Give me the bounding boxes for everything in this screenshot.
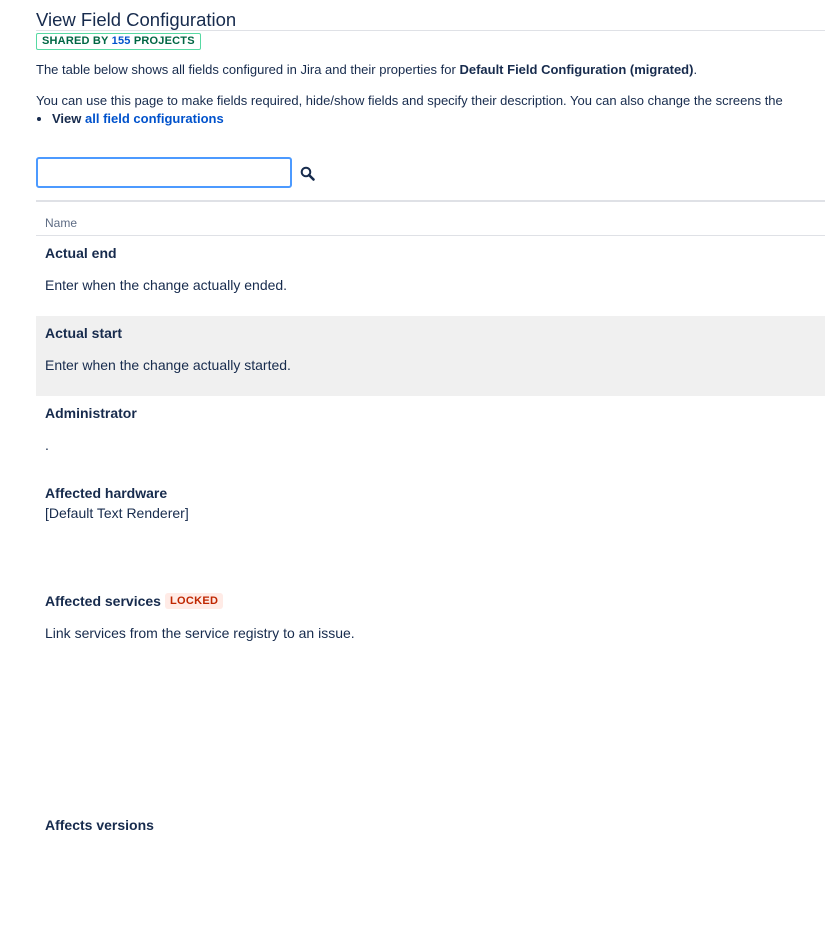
intro-after: .	[693, 62, 698, 77]
links-list	[36, 111, 224, 126]
field-name: Affected services	[45, 593, 161, 609]
table-row	[36, 584, 825, 808]
table-row	[36, 316, 825, 396]
field-name: Actual end	[45, 245, 117, 261]
intro-text	[36, 62, 697, 77]
field-name: Administrator	[45, 405, 137, 421]
search-icon[interactable]	[299, 165, 317, 183]
config-name: Default Field Configuration (migrated)	[459, 62, 694, 77]
field-description: Enter when the change actually ended.	[45, 277, 288, 293]
table-row	[36, 476, 825, 584]
field-description: .	[45, 437, 49, 453]
field-description: [Default Text Renderer]	[45, 505, 189, 521]
all-field-configurations-link[interactable]: all field configurations	[85, 111, 224, 126]
field-name: Actual start	[45, 325, 123, 341]
title-divider	[36, 30, 825, 31]
shared-projects-badge[interactable]	[36, 33, 201, 50]
field-name: Affects versions	[45, 817, 154, 833]
shared-badge-suffix: PROJECTS	[130, 35, 195, 47]
table-row	[36, 236, 825, 316]
shared-badge-count: 155	[111, 35, 131, 47]
field-description: Link services from the service registry to an issue.	[45, 625, 355, 641]
page-title: View Field Configuration	[36, 9, 237, 30]
table-row	[36, 808, 825, 908]
field-name: Affected hardware	[45, 485, 168, 501]
fields-table	[36, 200, 825, 908]
intro-instructions: You can use this page to make fields required, hide/show fields and specify their description. You can also change the screens the	[36, 93, 783, 108]
search-input[interactable]	[36, 157, 292, 188]
table-row	[36, 396, 825, 476]
locked-badge: LOCKED	[165, 593, 223, 609]
column-header-name: Name	[36, 202, 825, 236]
intro-before: The table below shows all fields configured in Jira and their properties for	[36, 62, 460, 77]
view-configs-item	[52, 111, 224, 126]
search-form	[36, 157, 292, 188]
view-prefix: View	[52, 111, 86, 126]
field-description: Enter when the change actually started.	[45, 357, 291, 373]
shared-badge-prefix: SHARED BY	[42, 35, 112, 47]
field-name-with-badge	[45, 593, 223, 609]
